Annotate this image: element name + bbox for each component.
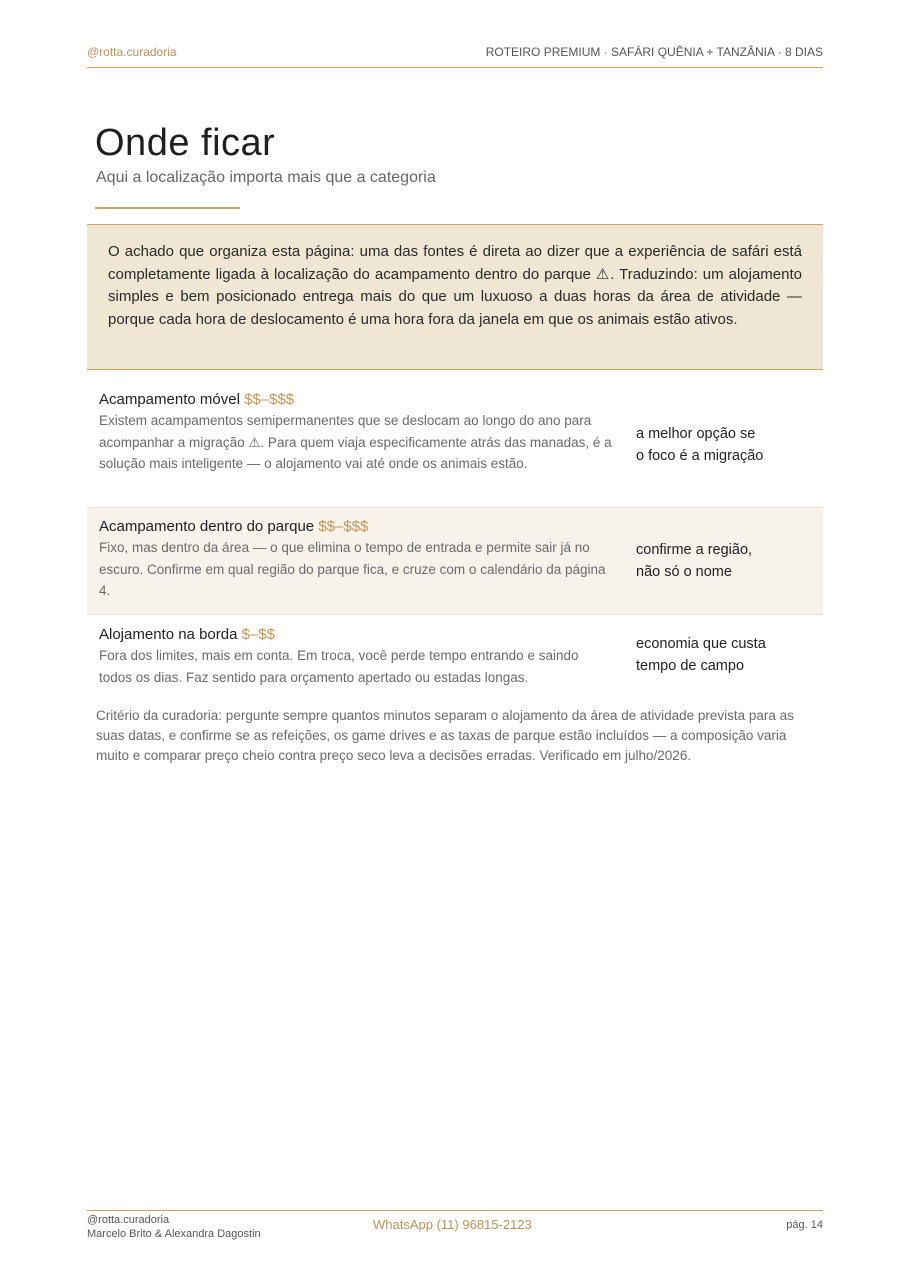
option-verdict: confirme a região, não só o nome bbox=[636, 542, 753, 580]
footer-whatsapp: WhatsApp (11) 96815-2123 bbox=[373, 1217, 532, 1232]
highlight-callout bbox=[87, 224, 823, 370]
footer-authors: Marcelo Brito & Alexandra Dagostin bbox=[87, 1228, 261, 1240]
callout-text: O achado que organiza esta página: uma das fontes é direta ao dizer que a experiência de safári está completamente ligada à localização do acampamento dentro do parque ⚠. Traduzindo: um alojamento simples e bem posicionado entrega mais do que um luxuoso a duas horas da área de atividade — porque cada hora de deslocamento é uma hora fora da janela em que os animais estão ativos. bbox=[108, 243, 802, 328]
lodging-option-row bbox=[87, 508, 823, 615]
option-description: Fora dos limites, mais em conta. Em troca, você perde tempo entrando e saindo todos os dias. Faz sentido para orçamento apertado ou estadas longas. bbox=[99, 648, 579, 685]
title-divider bbox=[95, 207, 240, 209]
option-price: $–$$ bbox=[241, 626, 275, 643]
option-price: $$–$$$ bbox=[318, 518, 369, 535]
header-brand: @rotta.curadoria bbox=[87, 45, 177, 59]
option-price: $$–$$$ bbox=[244, 391, 295, 408]
page-subtitle: Aqui a localização importa mais que a categoria bbox=[96, 169, 436, 186]
page-footer bbox=[87, 1210, 823, 1240]
curation-note: Critério da curadoria: pergunte sempre quantos minutos separam o alojamento da área de atividade prevista para as suas datas, e confirme se as refeições, os game drives e as taxas de parque estão incluídos — a composição varia muito e comparar preço cheio contra preço seco leva a decisões erradas. Verificado em julho/2026. bbox=[96, 708, 794, 763]
option-verdict: a melhor opção se o foco é a migração bbox=[636, 425, 764, 464]
lodging-option-row bbox=[87, 382, 823, 508]
lodging-option-row bbox=[87, 615, 823, 695]
option-title: Alojamento na borda bbox=[99, 626, 238, 643]
option-description: Fixo, mas dentro da área — o que elimina o tempo de entrada e permite sair já no escuro. Confirme em qual região do parque fica, e cruze com o calendário da página 4. bbox=[99, 540, 606, 598]
footer-brand: @rotta.curadoria bbox=[87, 1214, 170, 1226]
header-document-title: ROTEIRO PREMIUM · SAFÁRI QUÊNIA + TANZÂNIA · 8 DIAS bbox=[485, 45, 823, 59]
page-header bbox=[87, 45, 823, 68]
option-title-line bbox=[99, 390, 615, 410]
option-verdict: economia que custa tempo de campo bbox=[636, 636, 766, 674]
page-number: pág. 14 bbox=[786, 1219, 823, 1231]
page-title: Onde ficar bbox=[95, 122, 276, 164]
option-title-line bbox=[99, 625, 615, 645]
footer-credits bbox=[87, 1213, 261, 1241]
option-title: Acampamento dentro do parque bbox=[99, 518, 315, 535]
option-title-line bbox=[99, 517, 615, 537]
option-title: Acampamento móvel bbox=[99, 391, 240, 408]
option-description: Existem acampamentos semipermanentes que se deslocam ao longo do ano para acompanhar a migração ⚠. Para quem viaja especificamente atrás das manadas, é a solução mais inteligente — o alojamento vai até onde os animais estão. bbox=[99, 413, 612, 471]
lodging-options-list bbox=[87, 382, 823, 695]
